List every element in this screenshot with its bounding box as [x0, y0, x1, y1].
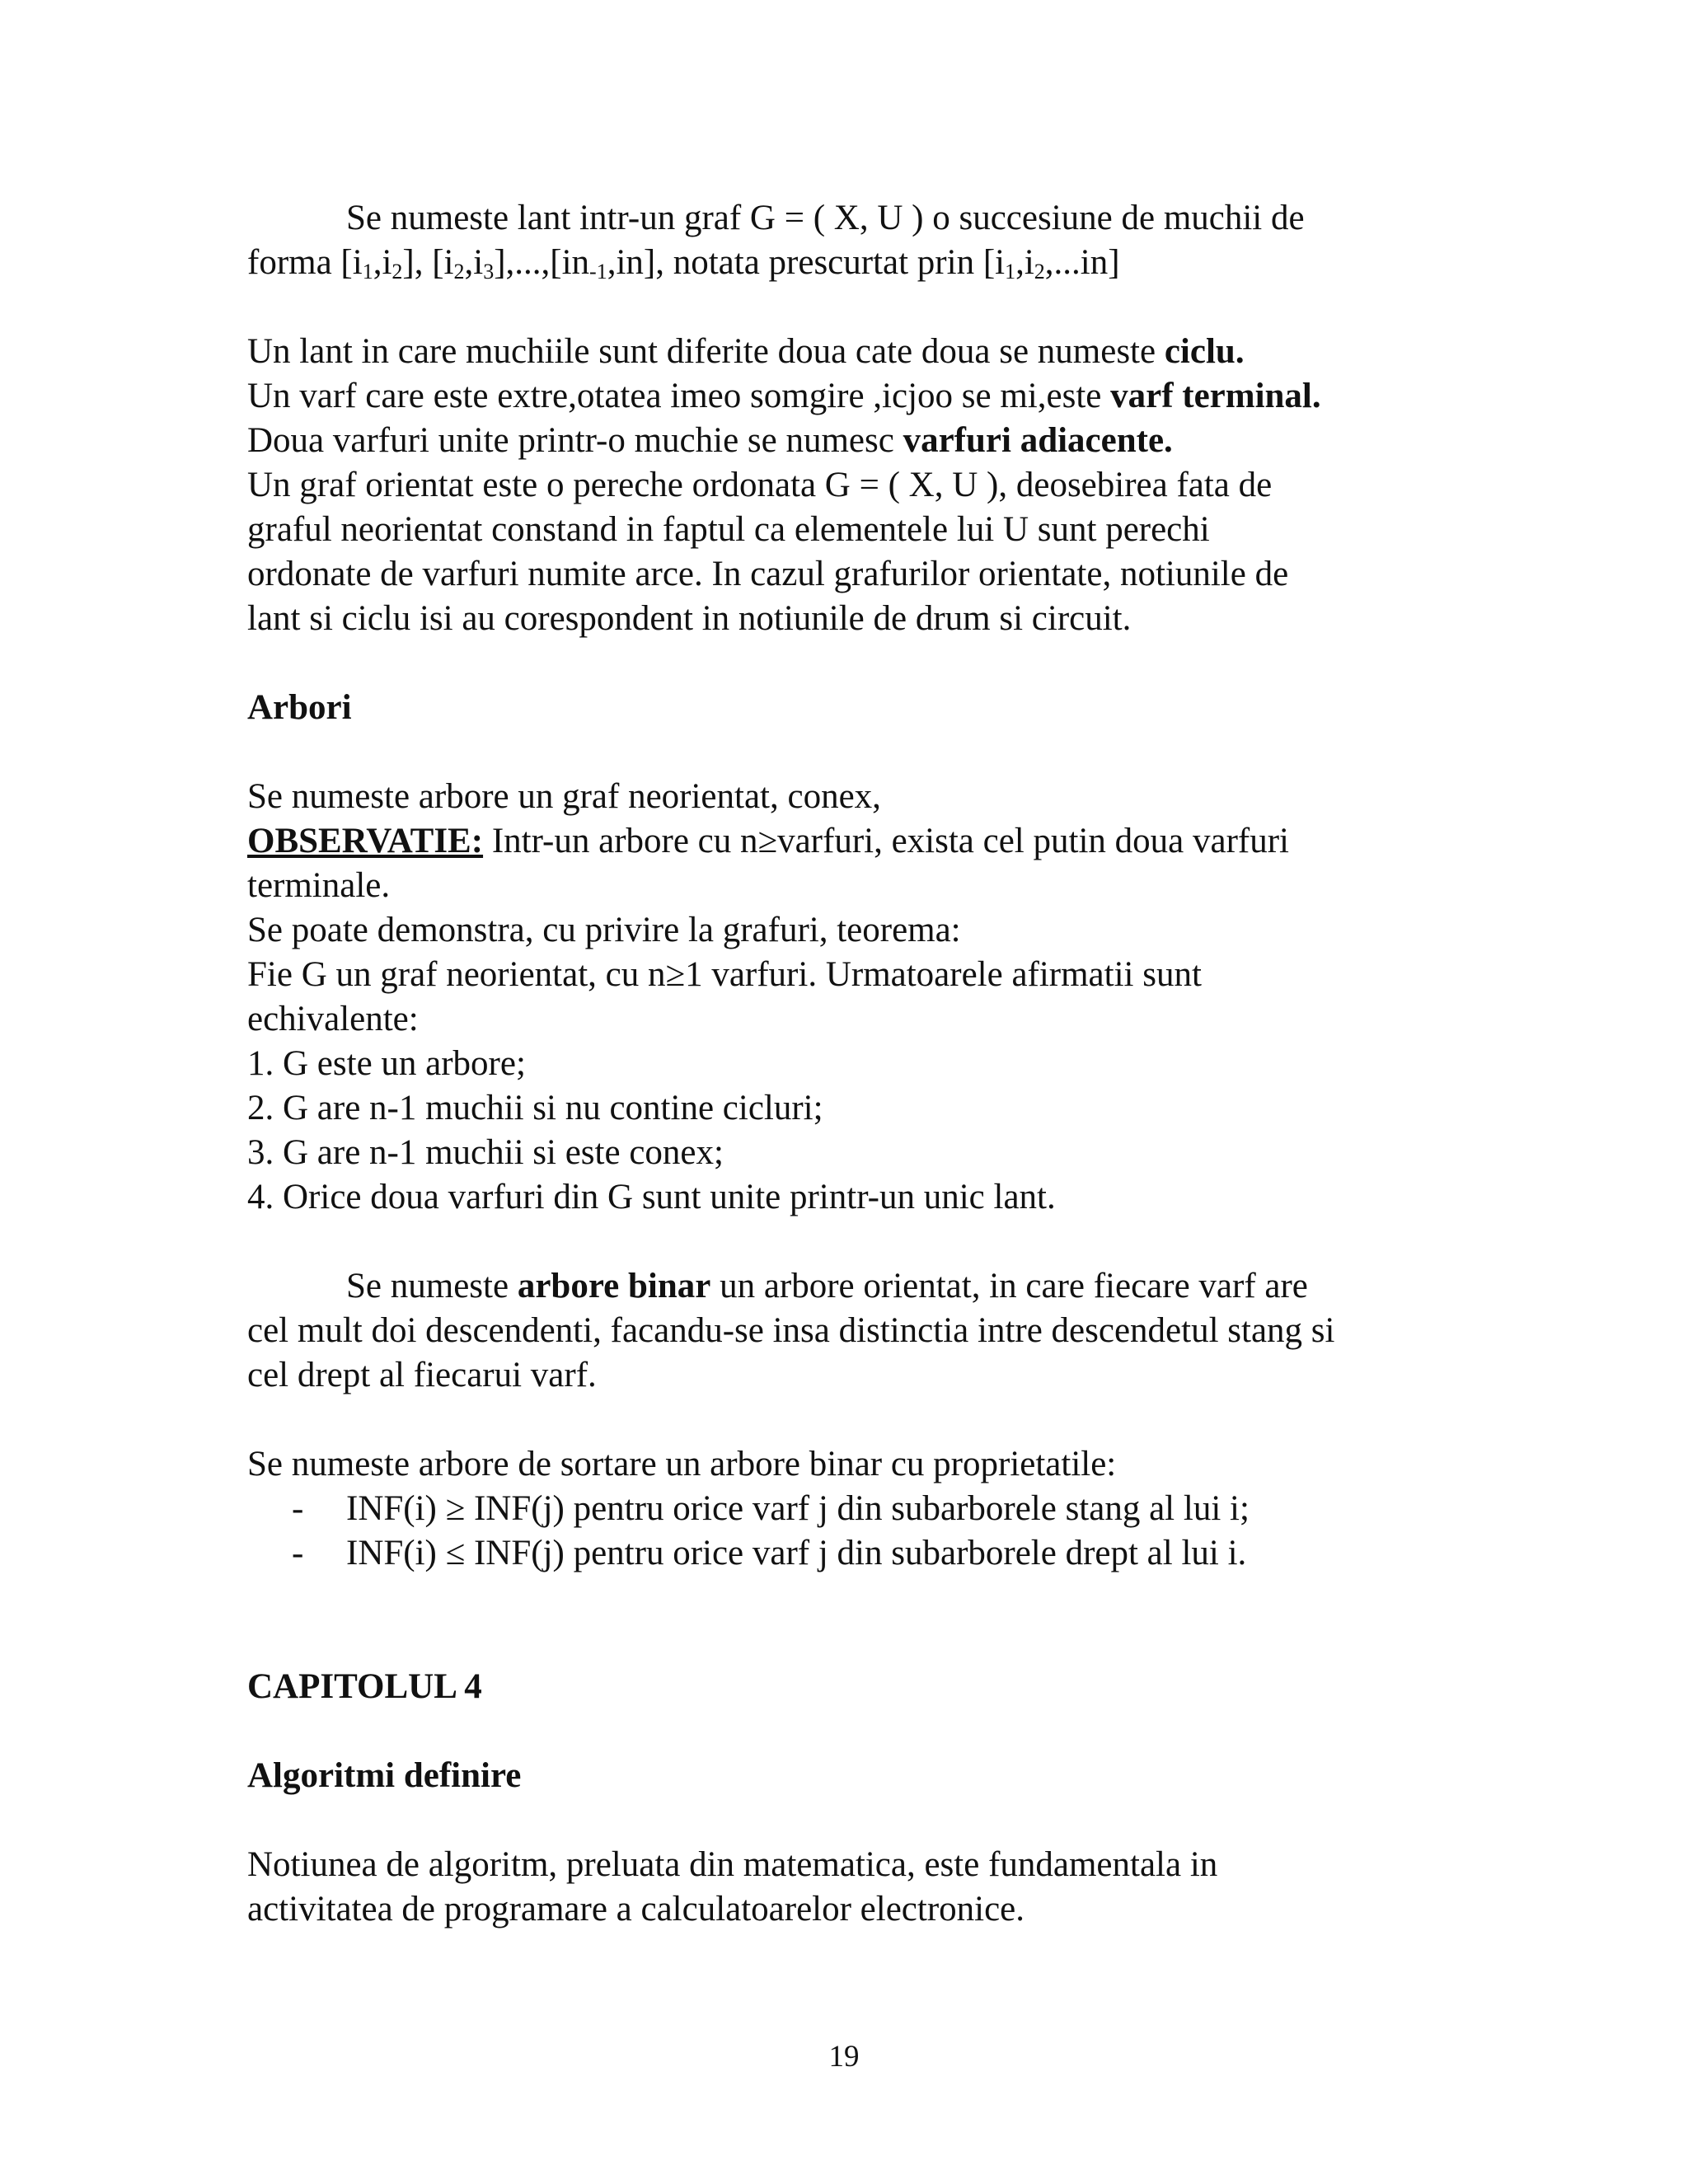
text-line: Fie G un graf neorientat, cu n≥1 varfuri. Urmatoarele afirmatii sunt [247, 955, 1202, 994]
definition-varfuri-adiacente [247, 419, 1451, 463]
text-line: echivalente: [247, 1000, 419, 1038]
text-span: ,i [1015, 243, 1034, 282]
term-arbore-binar: arbore binar [517, 1267, 711, 1305]
term-ciclu: ciclu. [1164, 332, 1245, 371]
text-span: forma [i [247, 243, 363, 282]
term-varf-terminal: varf terminal. [1110, 377, 1321, 415]
text-span: Se numeste lant intr-un graf G = ( X, U ) o succesiune de muchii de [346, 199, 1305, 237]
text-span: ,i [464, 243, 484, 282]
text-line: Notiunea de algoritm, preluata din matematica, este fundamentala in [247, 1845, 1218, 1884]
subscript: 1 [362, 260, 373, 284]
list-item: 4. Orice doua varfuri din G sunt unite printr-un unic lant. [247, 1178, 1056, 1216]
observatie-line [247, 819, 1451, 864]
bullet-dash: - [292, 1489, 304, 1528]
bullet-dash: - [292, 1534, 304, 1572]
text-span: Intr-un arbore cu n≥varfuri, exista cel putin doua varfuri [483, 822, 1289, 860]
text-span: INF(i) ≥ INF(j) pentru orice varf j din subarborele stang al lui i; [346, 1489, 1250, 1528]
paragraph-lant-line-1 [247, 196, 1451, 241]
definition-varf-terminal [247, 374, 1451, 419]
chapter-heading: CAPITOLUL 4 [247, 1667, 482, 1706]
subscript: 2 [453, 260, 465, 284]
section-heading-algoritmi: Algoritmi definire [247, 1756, 522, 1795]
text-line: graful neorientat constand in faptul ca elementele lui U sunt perechi [247, 510, 1210, 549]
observatie-label: OBSERVATIE: [247, 822, 484, 860]
text-line: Un graf orientat este o pereche ordonata G = ( X, U ), deosebirea fata de [247, 466, 1273, 504]
document-page [247, 196, 1451, 1932]
text-line: cel drept al fiecarui varf. [247, 1356, 597, 1394]
page-number: 19 [828, 2040, 860, 2074]
list-item: 1. G este un arbore; [247, 1044, 526, 1083]
paragraph-lant-line-2 [247, 241, 1451, 285]
text-span: Un lant in care muchiile sunt diferite doua cate doua se numeste [247, 332, 1165, 371]
list-item: 3. G are n-1 muchii si este conex; [247, 1133, 724, 1172]
text-line: ordonate de varfuri numite arce. In cazul grafurilor orientate, notiunile de [247, 555, 1289, 593]
text-span: ,in], notata prescurtat prin [i [607, 243, 1006, 282]
text-span: ], [i [402, 243, 454, 282]
text-line: lant si ciclu isi au corespondent in notiunile de drum si circuit. [247, 599, 1132, 638]
subscript: 3 [483, 260, 495, 284]
text-line: activitatea de programare a calculatoarelor electronice. [247, 1890, 1025, 1929]
subscript: 1 [1005, 260, 1016, 284]
text-span: INF(i) ≤ INF(j) pentru orice varf j din subarborele drept al lui i. [346, 1534, 1247, 1572]
spacer [247, 1398, 1451, 1442]
text-span: Se numeste [346, 1267, 518, 1305]
bullet-item [247, 1531, 1451, 1576]
text-line: terminale. [247, 866, 391, 905]
text-span: ],...,[in [494, 243, 590, 282]
bullet-item [247, 1487, 1451, 1531]
definition-arbore-binar [247, 1264, 1451, 1309]
list-item: 2. G are n-1 muchii si nu contine cicluri; [247, 1089, 823, 1127]
spacer [247, 1576, 1451, 1620]
subscript: 2 [1034, 260, 1045, 284]
section-heading-arbori: Arbori [247, 688, 352, 727]
subscript: -1 [589, 260, 607, 284]
text-span: un arbore orientat, in care fiecare varf are [710, 1267, 1308, 1305]
text-span: Doua varfuri unite printr-o muchie se numesc [247, 421, 903, 460]
text-line: Se numeste arbore un graf neorientat, conex, [247, 777, 881, 816]
text-line: Se numeste arbore de sortare un arbore binar cu proprietatile: [247, 1445, 1117, 1483]
term-varfuri-adiacente: varfuri adiacente. [903, 421, 1173, 460]
text-span: ,...in] [1044, 243, 1120, 282]
text-span: ,i [373, 243, 392, 282]
subscript: 2 [392, 260, 403, 284]
definition-ciclu [247, 330, 1451, 374]
text-line: Se poate demonstra, cu privire la grafuri, teorema: [247, 911, 961, 949]
text-span: Un varf care este extre,otatea imeo somgire ,icjoo se mi,este [247, 377, 1111, 415]
spacer [247, 1220, 1451, 1264]
text-line: cel mult doi descendenti, facandu-se insa distinctia intre descendetul stang si [247, 1311, 1335, 1350]
spacer [247, 285, 1451, 330]
